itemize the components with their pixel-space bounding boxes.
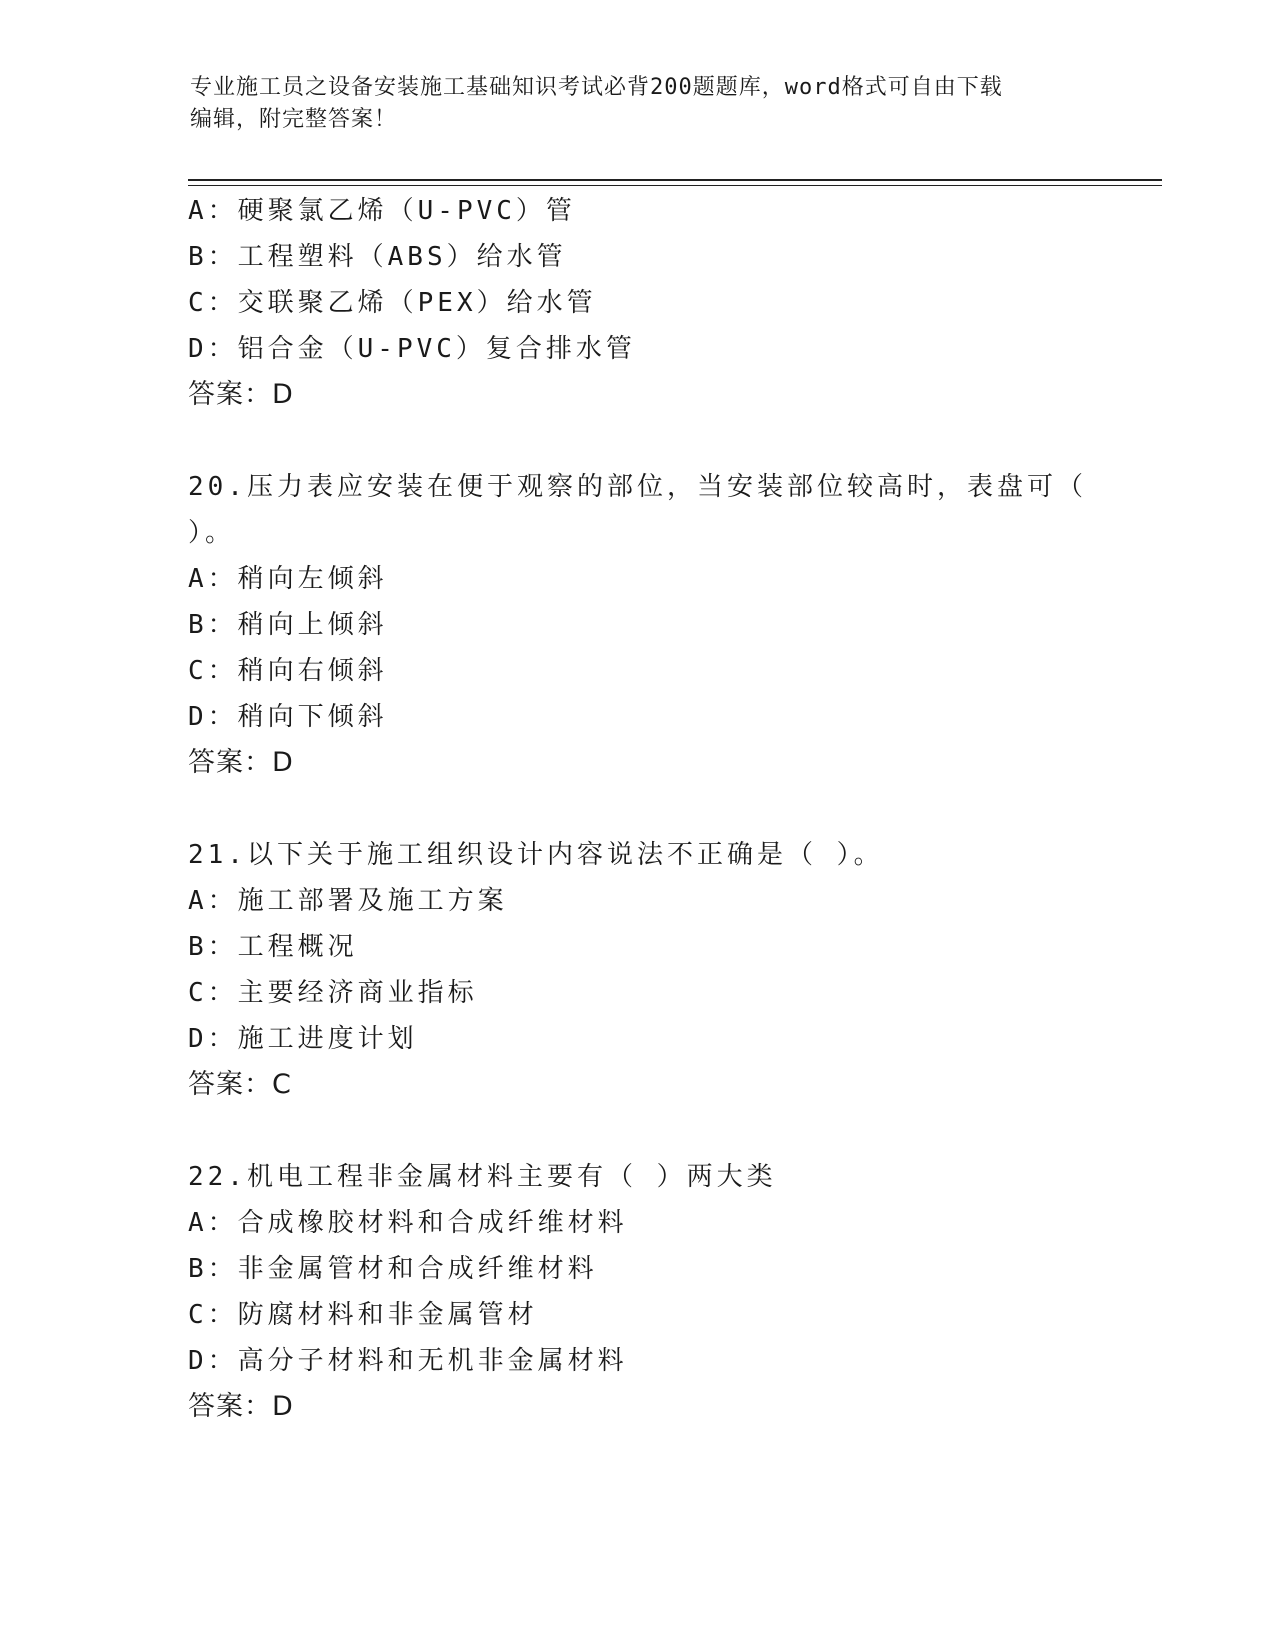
spacer — [188, 786, 1088, 832]
answer: 答案：D — [188, 1391, 294, 1422]
option-a: A：施工部署及施工方案 — [188, 886, 508, 916]
question-22 — [188, 1154, 1088, 1430]
option-c: C：防腐材料和非金属管材 — [188, 1300, 538, 1330]
option-c: C：稍向右倾斜 — [188, 656, 388, 686]
option-b: B：工程塑料（ABS）给水管 — [188, 242, 567, 272]
option-d: D：高分子材料和无机非金属材料 — [188, 1346, 628, 1376]
option-c: C：交联聚乙烯（PEX）给水管 — [188, 288, 597, 318]
header-line-2: 编辑，附完整答案！ — [190, 107, 398, 132]
option-a: A：硬聚氯乙烯（U-PVC）管 — [188, 196, 576, 226]
question-stem-continued: ）。 — [188, 518, 236, 548]
question-stem: 21.以下关于施工组织设计内容说法不正确是（ ）。 — [188, 840, 884, 870]
question-20 — [188, 464, 1088, 786]
option-b: B：非金属管材和合成纤维材料 — [188, 1254, 598, 1284]
header-line-1: 专业施工员之设备安装施工基础知识考试必背200题题库，word格式可自由下载 — [190, 75, 1003, 100]
answer: 答案：C — [188, 1069, 292, 1100]
question-19 — [188, 188, 1088, 418]
question-stem: 22.机电工程非金属材料主要有（ ）两大类 — [188, 1162, 777, 1192]
option-d: D：铝合金（U-PVC）复合排水管 — [188, 334, 636, 364]
document-header — [190, 72, 1090, 136]
answer: 答案：D — [188, 379, 294, 410]
option-c: C：主要经济商业指标 — [188, 978, 478, 1008]
question-21 — [188, 832, 1088, 1108]
header-divider-thin — [188, 185, 1162, 186]
question-stem: 20.压力表应安装在便于观察的部位，当安装部位较高时，表盘可（ — [188, 472, 1087, 502]
question-list — [188, 188, 1088, 1430]
spacer — [188, 1108, 1088, 1154]
option-d: D：稍向下倾斜 — [188, 702, 388, 732]
option-b: B：稍向上倾斜 — [188, 610, 388, 640]
spacer — [188, 418, 1088, 464]
answer: 答案：D — [188, 747, 294, 778]
header-divider-thick — [188, 179, 1162, 181]
option-a: A：合成橡胶材料和合成纤维材料 — [188, 1208, 628, 1238]
option-a: A：稍向左倾斜 — [188, 564, 388, 594]
option-b: B：工程概况 — [188, 932, 358, 962]
option-d: D：施工进度计划 — [188, 1024, 418, 1054]
